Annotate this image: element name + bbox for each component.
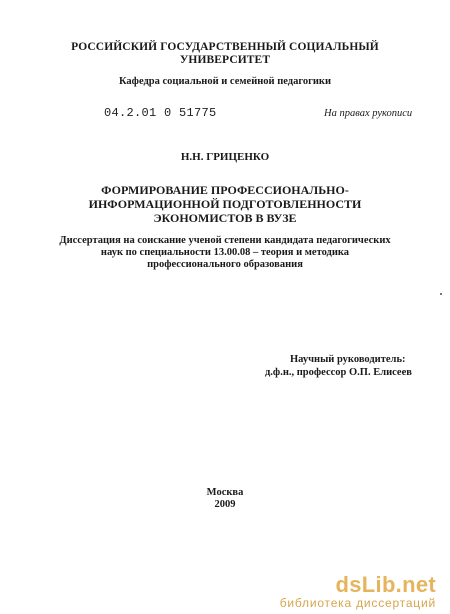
dissertation-line1: Диссертация на соискание ученой степени кандидата педагогических: [59, 235, 391, 246]
supervisor-label: Научный руководитель:: [290, 354, 406, 365]
watermark: [280, 572, 436, 610]
author-name: Н.Н. ГРИЦЕНКО: [180, 151, 270, 163]
watermark-subtitle: библиотека диссертаций: [279, 596, 436, 610]
city: Москва: [206, 487, 244, 498]
university-name-line1: РОССИЙСКИЙ ГОСУДАРСТВЕННЫЙ СОЦИАЛЬНЫЙ: [71, 41, 379, 53]
title-line1: ФОРМИРОВАНИЕ ПРОФЕССИОНАЛЬНО-: [101, 183, 349, 197]
watermark-logo: dsLib.net: [335, 572, 436, 597]
scan-speck: [440, 293, 442, 295]
supervisor-name: д.ф.н., профессор О.П. Елисеев: [265, 367, 412, 378]
rights-note: На правах рукописи: [324, 108, 413, 119]
title-line3: ЭКОНОМИСТОВ В ВУЗЕ: [153, 211, 297, 225]
year: 2009: [214, 499, 236, 510]
title-line2: ИНФОРМАЦИОННОЙ ПОДГОТОВЛЕННОСТИ: [88, 197, 362, 211]
dissertation-line3: профессионального образования: [147, 259, 303, 270]
dissertation-line2: наук по специальности 13.00.08 – теория и методика: [100, 247, 350, 258]
university-name-line2: УНИВЕРСИТЕТ: [179, 54, 271, 66]
department-name: Кафедра социальной и семейной педагогики: [118, 76, 332, 87]
registration-stamp: 04.2.01 0 51775: [104, 106, 217, 120]
